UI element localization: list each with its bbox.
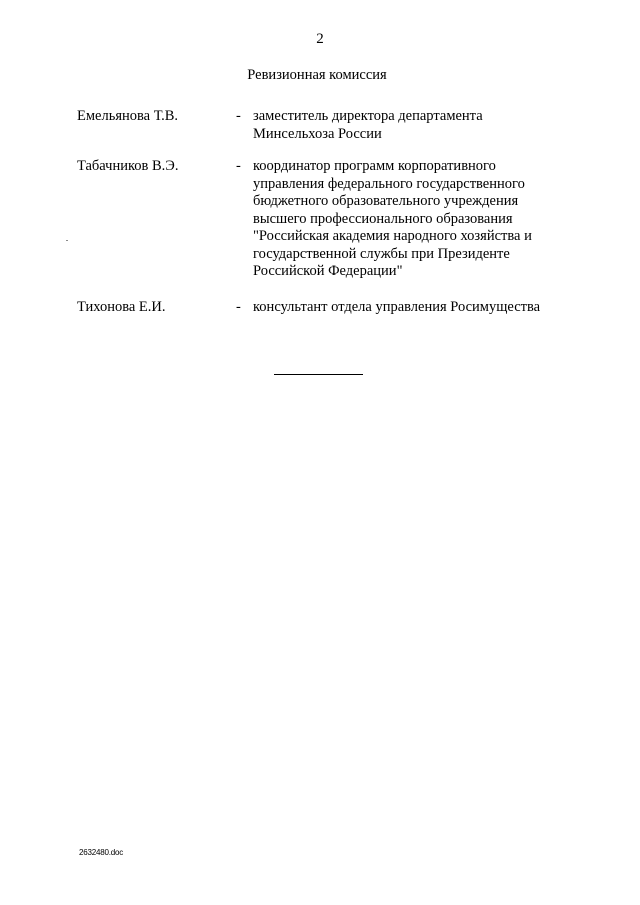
position-line: управления федерального государственного [253, 175, 525, 192]
position-line: государственной службы при Президенте [253, 245, 510, 262]
member-name: Емельянова Т.В. [77, 108, 179, 124]
position-line: бюджетного образовательного учреждения [253, 193, 519, 209]
member-position [253, 299, 593, 317]
member-name: Тихонова Е.И. [77, 299, 166, 315]
position-line: высшего профессионального образования [253, 210, 513, 227]
page-number: 2 [316, 31, 324, 47]
margin-mark [66, 240, 68, 241]
section-title: Ревизионная комиссия [247, 67, 387, 83]
member-dash: - [236, 299, 241, 315]
position-line: Минсельхоза России [253, 125, 382, 142]
position-line: координатор программ корпоративного [253, 158, 496, 174]
end-rule-divider [274, 374, 363, 375]
member-dash: - [236, 158, 241, 174]
member-name: Табачников В.Э. [77, 158, 179, 174]
document-reference: 2632480.doc [79, 848, 124, 857]
position-line: Российской Федерации" [253, 263, 403, 279]
member-dash: - [236, 108, 241, 124]
position-line: заместитель директора департамента [253, 108, 483, 124]
member-position [253, 158, 593, 281]
member-position [253, 108, 593, 143]
position-line: консультант отдела управления Росимущества [253, 299, 541, 315]
position-line: "Российская академия народного хозяйства и [253, 228, 532, 244]
